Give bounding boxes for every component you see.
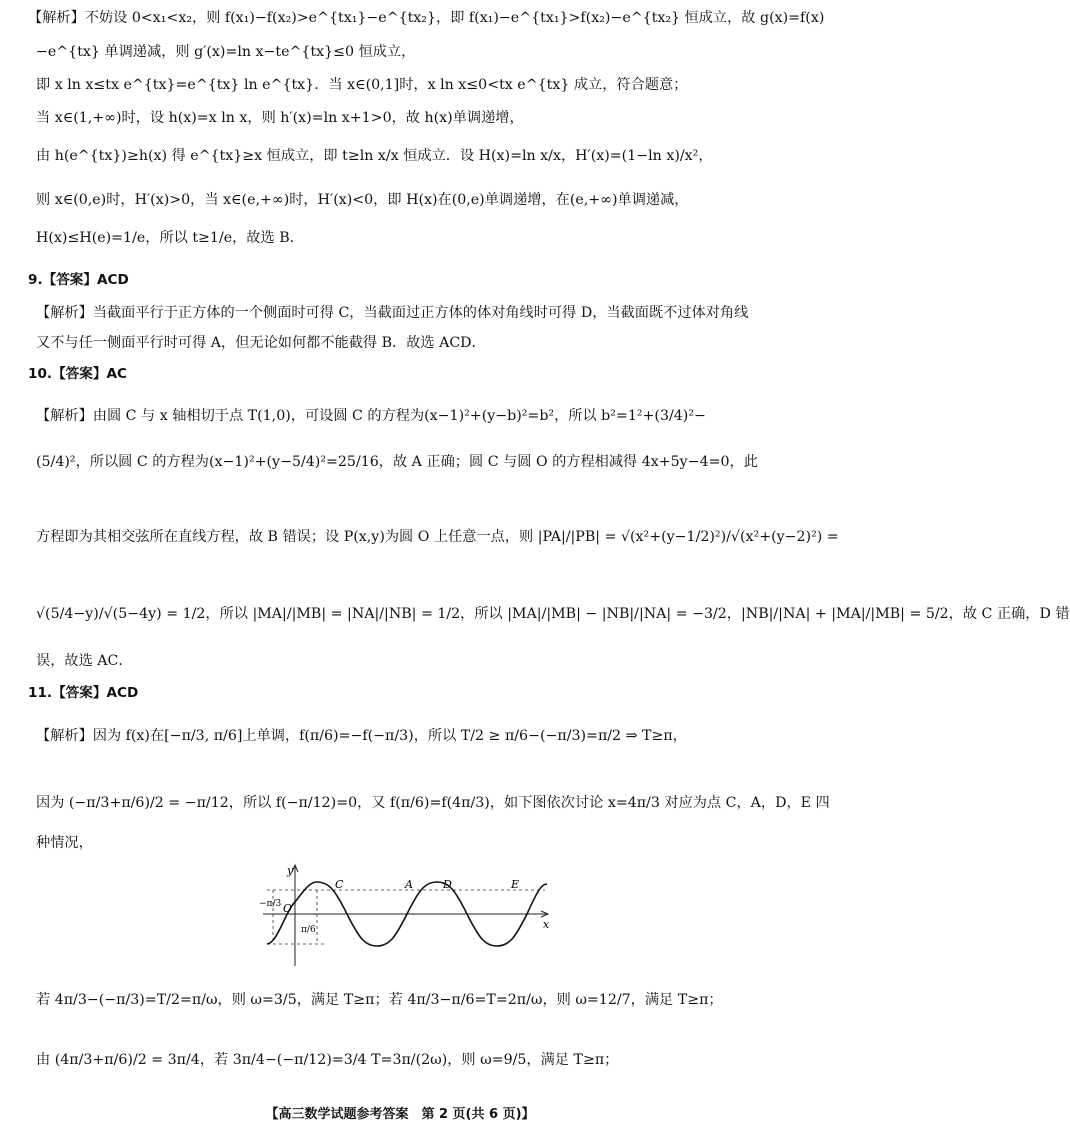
point-c-label: C [335, 878, 344, 891]
left-tick-label: −π/3 [259, 899, 282, 909]
sine-wave-figure [255, 862, 555, 970]
line-2: −e^{tx} 单调递减，则 g′(x)=ln x−te^{tx}≤0 恒成立， [36, 44, 416, 60]
point-a-label: A [405, 878, 413, 891]
right-tick-label: π/6 [301, 925, 316, 935]
origin-label: O [283, 902, 293, 915]
q10-analysis-5: 误，故选 AC． [36, 653, 133, 669]
q11-analysis-4: 若 4π/3−(−π/3)=T/2=π/ω，则 ω=3/5，满足 T≥π；若 4π/3−π/6=T=2π/ω，则 ω=12/7，满足 T≥π； [36, 992, 723, 1008]
q9-analysis-2: 又不与任一侧面平行时可得 A，但无论如何都不能截得 B．故选 ACD． [36, 335, 486, 351]
q10-analysis-1: 【解析】由圆 C 与 x 轴相切于点 T(1,0)，可设圆 C 的方程为(x−1)²+(y−b)²=b²，所以 b²=1²+(3/4)²− [36, 408, 706, 424]
q10-analysis-4: √(5/4−y)/√(5−4y) = 1/2，所以 |MA|/|MB| = |NA|/|NB| = 1/2，所以 |MA|/|MB| − |NB|/|NA| = −3/2，|NB|/|NA| + |MA|/|MB| = 5/2，故 C 正确，D 错 [36, 606, 1070, 622]
line-5: 由 h(e^{tx})≥h(x) 得 e^{tx}≥x 恒成立，即 t≥ln x/x 恒成立．设 H(x)=ln x/x，H′(x)=(1−ln x)/x²， [36, 148, 713, 164]
q10-analysis-3: 方程即为其相交弦所在直线方程，故 B 错误；设 P(x,y)为圆 O 上任意一点，则 |PA|/|PB| = √(x²+(y−1/2)²)/√(x²+(y−2)²) = [36, 529, 839, 545]
q10-analysis-2: (5/4)²，所以圆 C 的方程为(x−1)²+(y−5/4)²=25/16，故 A 正确；圆 C 与圆 O 的方程相减得 4x+5y−4=0，此 [36, 454, 758, 470]
q11-analysis-3: 种情况， [36, 835, 93, 851]
y-axis-label: y [287, 864, 294, 877]
q11-analysis-2: 因为 (−π/3+π/6)/2 = −π/12，所以 f(−π/12)=0，又 f(π/6)=f(4π/3)，如下图依次讨论 x=4π/3 对应为点 C，A，D，E 四 [36, 795, 830, 811]
x-axis-label: x [543, 918, 550, 931]
q9-answer: 9.【答案】ACD [28, 272, 129, 288]
line-7: H(x)≤H(e)=1/e，所以 t≥1/e，故选 B． [36, 230, 304, 246]
q9-analysis-1: 【解析】当截面平行于正方体的一个侧面时可得 C，当截面过正方体的体对角线时可得 D，当截面既不过体对角线 [36, 305, 749, 321]
q11-analysis-5: 由 (4π/3+π/6)/2 = 3π/4，若 3π/4−(−π/12)=3/4 T=3π/(2ω)，则 ω=9/5，满足 T≥π； [36, 1052, 619, 1068]
q11-analysis-1: 【解析】因为 f(x)在[−π/3, π/6]上单调，f(π/6)=−f(−π/3)，所以 T/2 ≥ π/6−(−π/3)=π/2 ⇒ T≥π， [36, 728, 687, 744]
q11-answer: 11.【答案】ACD [28, 685, 139, 701]
point-d-label: D [443, 878, 452, 891]
page-footer: 【高三数学试题参考答案 第 2 页(共 6 页)】 [265, 1107, 535, 1122]
line-4: 当 x∈(1,+∞)时，设 h(x)=x ln x，则 h′(x)=ln x+1>0，故 h(x)单调递增， [36, 110, 524, 126]
line-6: 则 x∈(0,e)时，H′(x)>0，当 x∈(e,+∞)时，H′(x)<0，即 H(x)在(0,e)单调递增，在(e,+∞)单调递减， [36, 192, 689, 208]
point-e-label: E [511, 878, 520, 891]
line-1: 【解析】不妨设 0<x₁<x₂，则 f(x₁)−f(x₂)>e^{tx₁}−e^{tx₂}，即 f(x₁)−e^{tx₁}>f(x₂)−e^{tx₂} 恒成立，故 g(x)=f(x) [28, 10, 825, 26]
q10-answer: 10.【答案】AC [28, 366, 127, 382]
line-3: 即 x ln x≤tx e^{tx}=e^{tx} ln e^{tx}．当 x∈(0,1]时，x ln x≤0<tx e^{tx} 成立，符合题意； [36, 77, 688, 93]
